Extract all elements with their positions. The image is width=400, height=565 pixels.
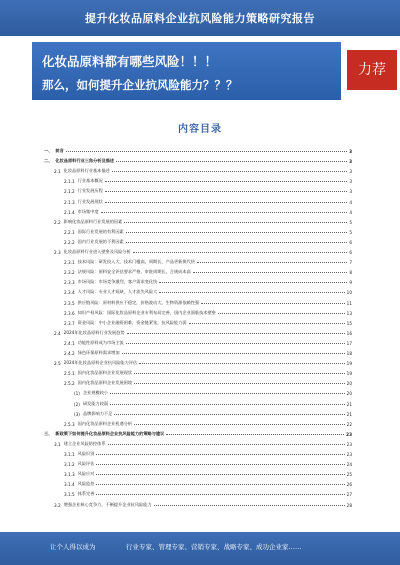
toc-entry-number: 2.5.2 bbox=[64, 381, 75, 387]
toc-entry-number: 2.3.4 bbox=[64, 290, 75, 296]
toc-entry-number: 2.3.2 bbox=[64, 270, 75, 276]
toc-entry-title: 化妆品原料行业三角分析及描述 bbox=[55, 158, 115, 164]
footer-bar bbox=[0, 532, 400, 565]
toc-entry-title: 建立企业风险防控体系 bbox=[63, 440, 106, 446]
toc-entry-page: 11 bbox=[346, 300, 352, 306]
toc-entry[interactable] bbox=[44, 408, 352, 417]
toc-entry[interactable] bbox=[44, 155, 352, 164]
toc-entry-page: 10 bbox=[346, 290, 352, 296]
dot-leader bbox=[124, 222, 347, 223]
toc-entry-title: 风险评估 bbox=[77, 461, 95, 467]
toc-entry[interactable] bbox=[44, 337, 352, 346]
dot-leader bbox=[126, 343, 345, 344]
toc-entry[interactable] bbox=[44, 256, 352, 265]
top-header-bar bbox=[0, 0, 400, 36]
toc-entry-title: 2024年化妆品原料企业抗风险能力评估 bbox=[63, 360, 138, 366]
toc-entry-number: 2.2.1 bbox=[64, 229, 75, 235]
toc-entry-title: 研发能力较弱 bbox=[82, 400, 109, 406]
dot-leader bbox=[108, 444, 345, 445]
toc-entry[interactable] bbox=[44, 387, 352, 396]
toc-entry-title: 技术风险：研发投入大，技术门槛高，周期长，产品更新换代快 bbox=[77, 259, 195, 265]
toc-entry-title: 功能性原料成为市场主流 bbox=[77, 339, 124, 345]
toc-entry[interactable] bbox=[44, 175, 352, 184]
dot-leader bbox=[110, 393, 345, 394]
toc-entry-page: 24 bbox=[346, 462, 352, 468]
toc-entry-number: 2.5.1 bbox=[64, 371, 75, 377]
toc-entry-title: 前言 bbox=[55, 148, 64, 153]
banner-subline: 那么，如何提升企业抗风险能力？？？ bbox=[42, 78, 238, 92]
toc-entry-title: 行业发展历程 bbox=[77, 188, 103, 194]
toc-entry-title: 法规风险：原料安全评估要求严格，审批周期长，合规成本高 bbox=[77, 269, 191, 275]
dot-leader bbox=[105, 181, 348, 182]
toc-entry-number: 3.2 bbox=[54, 502, 61, 508]
toc-entry-number: 2.1.3 bbox=[64, 199, 75, 205]
toc-entry-page: 20 bbox=[346, 391, 352, 397]
toc-entry-number: 2.3.3 bbox=[64, 280, 75, 286]
toc-entry[interactable] bbox=[44, 398, 352, 407]
toc-entry[interactable] bbox=[44, 297, 352, 306]
dot-leader bbox=[139, 363, 345, 364]
toc-entry[interactable] bbox=[44, 266, 352, 275]
toc-entry-number: 2.4.2 bbox=[64, 351, 75, 356]
toc-entry-page: 28 bbox=[346, 502, 352, 508]
toc-entry-title: 行业发展现状 bbox=[77, 198, 103, 204]
toc-entry-number: 3.1.2 bbox=[64, 462, 75, 468]
toc-entry-number: 2.3.1 bbox=[64, 260, 75, 266]
toc-entry-number: 2.5 bbox=[54, 361, 61, 367]
toc-entry-page: 4 bbox=[349, 209, 352, 215]
dot-leader bbox=[159, 292, 344, 293]
toc-entry-page: 23 bbox=[346, 441, 352, 447]
dot-leader bbox=[105, 191, 348, 192]
toc-entry-page: 8 bbox=[349, 270, 352, 276]
toc-entry-title: 风险应对 bbox=[77, 471, 95, 477]
toc-entry[interactable] bbox=[44, 458, 352, 467]
toc-entry-title: 化妆品原料行业进入壁垒及风险分析 bbox=[63, 249, 131, 254]
toc-entry-page: 13 bbox=[346, 310, 352, 316]
toc-entry-page: 26 bbox=[346, 482, 352, 488]
dot-leader bbox=[166, 434, 344, 435]
toc-entry-page: 27 bbox=[346, 492, 352, 498]
toc-entry[interactable] bbox=[44, 468, 352, 477]
dot-leader bbox=[116, 161, 347, 162]
dot-leader bbox=[96, 464, 344, 465]
toc-entry[interactable] bbox=[44, 196, 352, 205]
toc-entry-page: 25 bbox=[346, 472, 352, 478]
toc-entry-title: 国际行业发展的有利因素 bbox=[77, 228, 124, 234]
toc-entry-title: 行业基本概况 bbox=[77, 178, 103, 184]
toc-entry[interactable] bbox=[44, 327, 352, 336]
dot-leader bbox=[126, 242, 348, 243]
toc-entry-number: 2.3.5 bbox=[64, 300, 75, 306]
toc-entry-title: 增强企业核心竞争力，不断提升企业抗风险能力 bbox=[63, 501, 152, 507]
toc-entry-title: 供应链风险：原材料供应不稳定，价格波动大，生物资源依赖性强 bbox=[77, 299, 200, 305]
toc-entry[interactable] bbox=[44, 377, 352, 386]
toc-entry-number: 3.1.3 bbox=[64, 472, 75, 478]
toc-entry-number: (3) bbox=[74, 411, 80, 417]
dot-leader bbox=[197, 262, 347, 263]
toc-entry-page: 20 bbox=[346, 381, 352, 387]
dot-leader bbox=[134, 424, 345, 425]
toc-entry-page: 5 bbox=[349, 229, 352, 235]
toc-entry-title: 市场集中度 bbox=[77, 208, 99, 214]
toc-heading: 内容目录 bbox=[178, 124, 222, 135]
toc-entry-title: 2024年化妆品原料行业发展趋势 bbox=[63, 329, 125, 335]
toc-entry[interactable] bbox=[44, 276, 352, 285]
toc-entry-page: 6 bbox=[349, 239, 352, 245]
toc-entry[interactable] bbox=[44, 185, 352, 194]
toc-entry-number: 2.3.6 bbox=[64, 310, 75, 316]
toc-entry-title: 国内化妆品原料企业发展现状 bbox=[77, 370, 133, 376]
toc-entry-page: 6 bbox=[349, 250, 352, 255]
toc-entry-title: 国内化妆品原料企业机遇分析 bbox=[77, 420, 133, 426]
toc-entry-title: 知识产权风险：国际化妆品原料企业专利布局完善，国内企业面临技术壁垒 bbox=[77, 309, 216, 315]
toc-entry-title: 资金风险：中小企业融资困难，资金链紧张，抗风险能力弱 bbox=[77, 319, 187, 325]
toc-entry-number: (2) bbox=[74, 401, 80, 407]
report-title: 提升化妆品原料企业抗风险能力策略研究报告 bbox=[85, 12, 315, 25]
toc-entry-page: 3 bbox=[349, 179, 352, 185]
dot-leader bbox=[105, 202, 348, 203]
table-of-contents bbox=[44, 145, 352, 525]
dot-leader bbox=[134, 383, 345, 384]
toc-entry[interactable] bbox=[44, 236, 352, 245]
toc-entry-title: 风险识别 bbox=[77, 451, 95, 456]
toc-entry-number: 2.2.2 bbox=[64, 239, 75, 245]
toc-entry-page: 4 bbox=[349, 199, 352, 205]
toc-entry-number: 2.4 bbox=[54, 330, 61, 336]
toc-entry[interactable] bbox=[44, 347, 352, 356]
dot-leader bbox=[127, 333, 345, 334]
toc-entry-title: 企业规模较小 bbox=[82, 390, 109, 396]
toc-entry[interactable] bbox=[44, 216, 352, 225]
dot-leader bbox=[122, 353, 345, 354]
toc-entry[interactable] bbox=[44, 438, 352, 447]
toc-entry-number: 2.2 bbox=[54, 219, 61, 225]
toc-entry-page: 3 bbox=[349, 159, 352, 165]
footer-slogan: 让个人得以成为 bbox=[50, 543, 96, 551]
toc-entry-page: 18 bbox=[346, 351, 352, 356]
dot-leader bbox=[154, 505, 345, 506]
toc-entry-number: 2.1.4 bbox=[64, 209, 75, 215]
toc-entry-number: 3.1.5 bbox=[64, 492, 75, 498]
toc-entry[interactable] bbox=[44, 145, 352, 154]
toc-entry-title: 影响化妆品原料行业发展的因素 bbox=[63, 218, 123, 224]
toc-entry-page: 19 bbox=[346, 371, 352, 377]
dot-leader bbox=[126, 232, 348, 233]
dot-leader bbox=[96, 494, 344, 495]
toc-entry[interactable] bbox=[44, 448, 352, 457]
toc-entry-page: 9 bbox=[349, 280, 352, 286]
toc-entry-number: 3.1 bbox=[54, 441, 61, 447]
dot-leader bbox=[101, 212, 348, 213]
dot-leader bbox=[96, 454, 344, 455]
toc-entry-page: 17 bbox=[346, 340, 352, 346]
toc-entry-title: 绿色环保原料需求增加 bbox=[77, 350, 120, 355]
toc-entry[interactable] bbox=[44, 286, 352, 295]
toc-entry[interactable] bbox=[44, 206, 352, 215]
toc-entry[interactable] bbox=[44, 165, 352, 174]
toc-entry[interactable] bbox=[44, 246, 352, 255]
dot-leader bbox=[189, 323, 345, 324]
toc-entry[interactable] bbox=[44, 478, 352, 487]
toc-entry[interactable] bbox=[44, 226, 352, 235]
toc-entry-page: 22 bbox=[346, 421, 352, 427]
footer-roles: 行业专家、管理专家、营销专家、战略专家、成功企业家…… bbox=[126, 543, 302, 551]
toc-entry[interactable] bbox=[44, 357, 352, 366]
toc-entry-number: 2.3.7 bbox=[64, 320, 75, 326]
toc-entry-page: 5 bbox=[349, 219, 352, 225]
toc-entry-title: 新政策下如何提升化妆品原料企业抗风险能力的策略与建议 bbox=[55, 430, 165, 436]
dot-leader bbox=[66, 151, 347, 152]
toc-entry-number: 2.4.1 bbox=[64, 340, 75, 346]
dot-leader bbox=[134, 373, 345, 374]
toc-entry-page: 7 bbox=[349, 260, 352, 266]
toc-entry-title: 国内行业发展的不利因素 bbox=[77, 238, 124, 244]
toc-entry-page: 19 bbox=[346, 361, 352, 367]
toc-entry-number: 2.1 bbox=[54, 169, 61, 175]
toc-entry-page: 23 bbox=[346, 452, 352, 457]
dot-leader bbox=[218, 313, 345, 314]
promo-banner bbox=[32, 42, 341, 100]
toc-entry[interactable] bbox=[44, 418, 352, 427]
toc-entry-number: 2.5.3 bbox=[64, 421, 75, 427]
toc-entry-title: 品牌影响力不足 bbox=[82, 410, 113, 416]
toc-entry[interactable] bbox=[44, 367, 352, 376]
toc-entry-page: 3 bbox=[349, 149, 352, 154]
toc-entry-page: 21 bbox=[346, 411, 352, 417]
toc-entry-page: 16 bbox=[346, 330, 352, 336]
toc-entry-page: 23 bbox=[346, 431, 352, 437]
toc-entry-title: 人才风险：专业人才短缺，人才流失风险大 bbox=[77, 289, 158, 295]
dot-leader bbox=[114, 414, 344, 415]
dot-leader bbox=[112, 171, 348, 172]
toc-entry-number: (1) bbox=[74, 391, 80, 397]
dot-leader bbox=[159, 282, 347, 283]
toc-entry-number: 2.1.1 bbox=[64, 179, 75, 185]
dot-leader bbox=[201, 303, 345, 304]
toc-entry-title: 体系完善 bbox=[77, 491, 95, 497]
toc-entry-title: 市场风险：市场竞争激烈，客户需求变化快 bbox=[77, 279, 158, 285]
toc-entry-number: 3.1.1 bbox=[64, 452, 75, 457]
toc-entry-title: 国内化妆品原料企业发展困境 bbox=[77, 380, 133, 386]
toc-entry-page: 15 bbox=[346, 320, 352, 326]
toc-entry-title: 化妆品原料行业基本描述 bbox=[63, 168, 110, 174]
toc-entry-number: 2.1.2 bbox=[64, 189, 75, 195]
toc-entry-page: 3 bbox=[349, 169, 352, 175]
banner-headline: 化妆品原料都有哪些风险！！！ bbox=[42, 54, 218, 69]
toc-entry-title: 风险监控 bbox=[77, 481, 95, 487]
toc-entry-page: 21 bbox=[346, 401, 352, 407]
recommend-badge: 力荐 bbox=[347, 50, 397, 90]
toc-entry-page: 3 bbox=[349, 189, 352, 195]
toc-entry-number: 2.3 bbox=[54, 250, 61, 255]
toc-entry-number: 一、 bbox=[44, 148, 53, 153]
dot-leader bbox=[193, 272, 348, 273]
toc-entry-number: 二、 bbox=[44, 158, 53, 164]
dot-leader bbox=[96, 474, 344, 475]
toc-entry[interactable] bbox=[44, 499, 352, 508]
toc-entry-number: 3.1.4 bbox=[64, 482, 75, 488]
toc-entry[interactable] bbox=[44, 307, 352, 316]
toc-entry[interactable] bbox=[44, 488, 352, 497]
toc-entry-number: 三、 bbox=[44, 430, 53, 436]
dot-leader bbox=[110, 404, 345, 405]
dot-leader bbox=[133, 252, 348, 253]
toc-entry[interactable] bbox=[44, 317, 352, 326]
dot-leader bbox=[96, 484, 344, 485]
toc-entry[interactable] bbox=[44, 428, 352, 437]
